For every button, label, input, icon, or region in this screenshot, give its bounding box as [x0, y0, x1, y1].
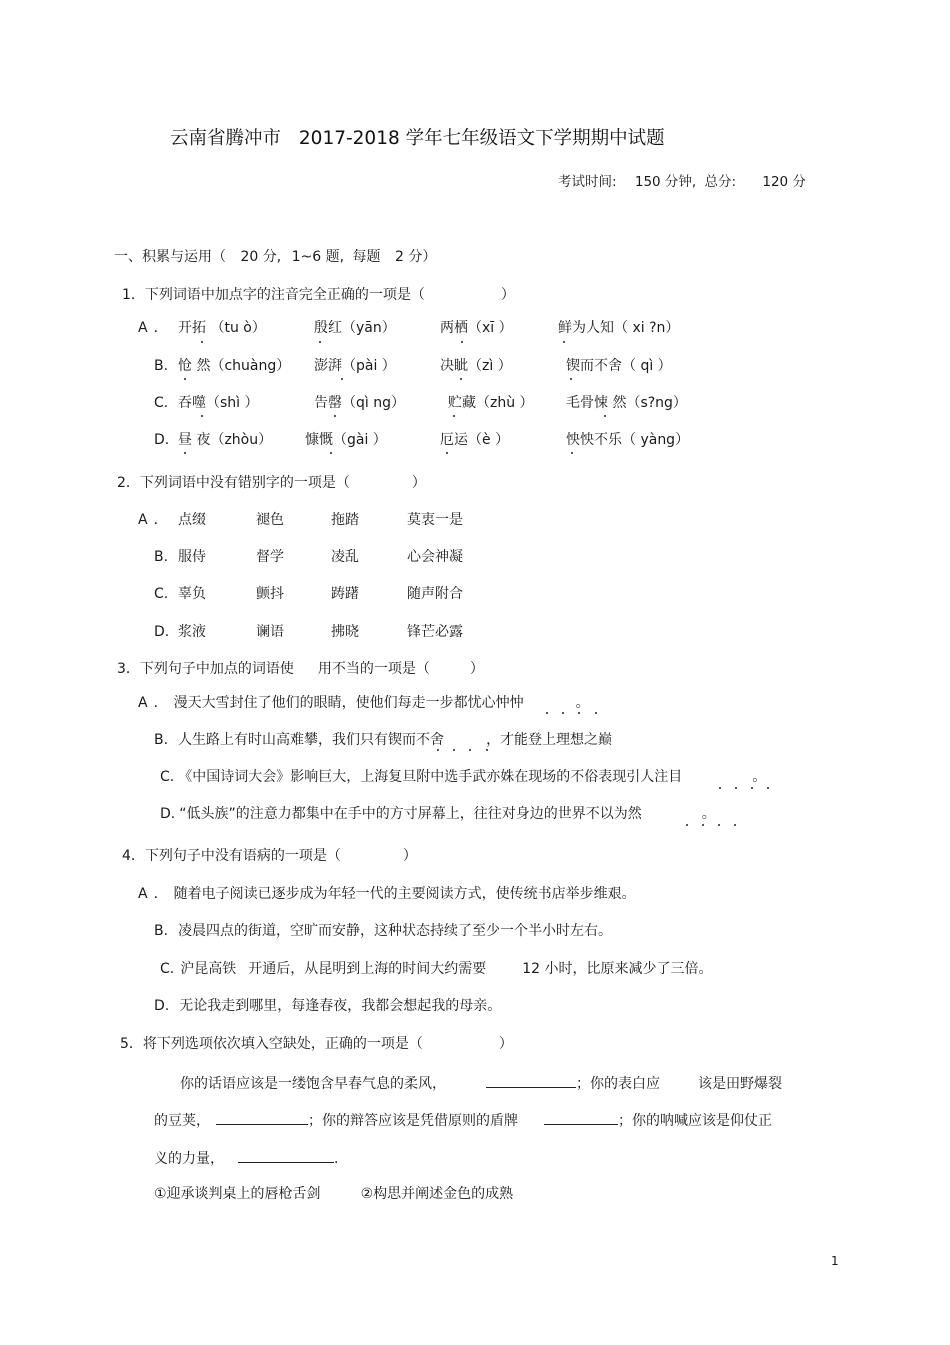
emphasis-dot — [686, 824, 688, 826]
q1-option-c-item: 毛骨悚 然（s?ng） — [566, 395, 687, 411]
emphasis-dot — [319, 341, 321, 343]
q2-stem-text: 2．下列词语中没有错别字的一项是（ — [117, 475, 350, 491]
emphasis-dot — [734, 824, 736, 826]
q1-stem-text: 1．下列词语中加点字的注音完全正确的一项是（ — [122, 287, 425, 303]
q2-option-b-label: B. — [154, 549, 169, 565]
emphasis-dot — [461, 341, 463, 343]
emphasis-dot — [330, 452, 332, 454]
q2-option-c-label: C. — [154, 586, 169, 602]
q2-option-a-item: 褪色 — [256, 512, 284, 528]
q1-stem — [122, 288, 515, 302]
q3-stem-text-b: 用不当的一项是（ — [317, 661, 430, 677]
q2-option-b-item: 督学 — [256, 549, 284, 565]
q4-option-c-text-b: 开通后，从昆明到上海的时间大约需要 — [248, 961, 487, 977]
emphasis-dot — [570, 378, 572, 380]
q3-close: ） — [469, 661, 484, 677]
q4-option-a: A ． 随着电子阅读已逐步成为年轻一代的主要阅读方式，使传统书店举步维艰。 — [138, 886, 636, 902]
q1-close: ） — [500, 287, 515, 303]
q2-option-a-item: 莫衷一是 — [407, 512, 463, 528]
emphasis-dot — [334, 415, 336, 417]
q4-stem-text: 4．下列句子中没有语病的一项是（ — [122, 848, 341, 864]
q2-option-a-item: 点缀 — [178, 512, 206, 528]
emphasis-dot — [562, 712, 564, 714]
q1-option-b-label: B. — [154, 358, 169, 374]
q1-option-d-item: 怏怏不乐（ yàng） — [566, 432, 690, 448]
emphasis-dot — [702, 824, 704, 826]
q2-option-b-item: 服侍 — [178, 549, 206, 565]
emphasis-dot — [184, 452, 186, 454]
q3-option-d-text: “低头族”的注意力都集中在手中的方寸屏幕上，往往对身边的世界不以为然 — [179, 806, 642, 822]
q2-stem — [117, 476, 426, 490]
emphasis-dot — [578, 712, 580, 714]
q4-option-c: C. 沪昆高铁 开通后，从昆明到上海的时间大约需要 12 小时，比原来减少了三倍。 — [160, 961, 713, 977]
exam-meta — [558, 176, 806, 190]
q4-option-c-text-a: 沪昆高铁 — [180, 961, 237, 977]
answer-blank[interactable] — [238, 1150, 334, 1163]
emphasis-dot — [486, 749, 488, 751]
emphasis-dot — [751, 787, 753, 789]
q1-option-a-item: 两栖（xī ） — [440, 320, 513, 336]
q1-option-d-item: 厄运（è ） — [440, 432, 510, 448]
emphasis-dot — [719, 787, 721, 789]
q3-option-c: C. 《中国诗词大会》影响巨大，上海复旦附中选手武亦姝在现场的不俗表现引人注目 。 — [160, 769, 767, 785]
total-label: 总分: — [704, 174, 737, 190]
q1-option-d-item: 昼 夜（zhòu） — [178, 432, 273, 448]
q1-option-c-item: 贮藏（zhù ） — [448, 395, 534, 411]
title-region: 云南省腾冲市 — [170, 128, 282, 149]
q2-option-c-item: 踌躇 — [331, 586, 359, 602]
emphasis-dot — [453, 415, 455, 417]
q3-option-a-text: 漫天大雪封住了他们的眼睛，使他们每走一步都忧心忡忡 — [173, 695, 524, 711]
q4-option-b: B. 凌晨四点的街道，空旷而安静，这种状态持续了至少一个半小时左右。 — [154, 923, 613, 939]
q1-option-d-item: 慷慨（gài ） — [305, 432, 387, 448]
q3-option-a: A ． 漫天大雪封住了他们的眼睛，使他们每走一步都忧心忡忡 。 — [138, 695, 590, 711]
exam-time-label: 考试时间: — [558, 174, 617, 190]
q1-option-b-item: 锲而不舍（ qì ） — [566, 358, 672, 374]
q2-option-d-item: 拂晓 — [331, 624, 359, 640]
section-each: 每题 — [352, 249, 381, 265]
q3-stem — [117, 662, 484, 676]
q4-option-b-text: 凌晨四点的街道，空旷而安静，这种状态持续了至少一个半小时左右。 — [178, 923, 613, 939]
emphasis-dot — [453, 749, 455, 751]
q5-stem-text: 5．将下列选项依次填入空缺处，正确的一项是（ — [120, 1036, 423, 1052]
emphasis-dot — [571, 452, 573, 454]
emphasis-dot — [604, 415, 606, 417]
exam-time-value: 150 分钟, — [634, 174, 697, 190]
emphasis-dot — [767, 787, 769, 789]
total-value: 120 分 — [762, 174, 806, 190]
q2-option-d-item: 浆液 — [178, 624, 206, 640]
q2-option-a-label: A ． — [138, 512, 168, 528]
q4-option-d: D. 无论我走到哪里，每逢春夜，我都会想起我的母亲。 — [154, 998, 502, 1014]
q2-option-b-item: 心会神凝 — [407, 549, 463, 565]
answer-blank[interactable] — [216, 1112, 308, 1125]
emphasis-dot — [201, 341, 203, 343]
title-rest: 学年七年级语文下学期期中试题 — [405, 128, 665, 149]
emphasis-dot — [460, 378, 462, 380]
q5-passage-line: 你的话语应该是一缕饱含早春气息的柔风， ；你的表白应 该是田野爆裂 — [180, 1076, 782, 1092]
q5-choices — [154, 1187, 513, 1201]
q3-option-c-text: 《中国诗词大会》影响巨大，上海复旦附中选手武亦姝在现场的不俗表现引人注目 — [178, 769, 683, 785]
q4-stem — [122, 849, 417, 863]
q3-option-b: B. 人生路上有时山高难攀，我们只有锲而不舍 ，才能登上理想之巅 — [154, 732, 613, 748]
page-title — [170, 130, 665, 149]
q5-choice-2: ②构思并阐述金色的成熟 — [360, 1186, 514, 1202]
q2-option-c-item: 随声附合 — [407, 586, 463, 602]
emphasis-dot — [341, 378, 343, 380]
q4-close: ） — [402, 848, 417, 864]
q2-option-d-label: D. — [154, 624, 170, 640]
q1-option-a-item: 殷红（yān） — [314, 320, 396, 336]
emphasis-dot — [735, 787, 737, 789]
q1-option-d-label: D. — [154, 432, 170, 448]
q4-option-c-text-c: 12 小时，比原来减少了三倍。 — [522, 961, 713, 977]
q5-passage-line: 义的力量， . — [154, 1151, 339, 1167]
answer-blank[interactable] — [486, 1075, 576, 1088]
q5-stem — [120, 1037, 513, 1051]
title-year: 2017-2018 — [298, 128, 400, 149]
emphasis-dot — [595, 712, 597, 714]
emphasis-dot — [184, 378, 186, 380]
q2-option-d-item: 谰语 — [256, 624, 284, 640]
q3-option-d: D. “低头族”的注意力都集中在手中的方寸屏幕上，往往对身边的世界不以为然 。 — [160, 806, 716, 822]
q4-option-d-text: 无论我走到哪里，每逢春夜，我都会想起我的母亲。 — [179, 998, 502, 1014]
section-heading — [114, 250, 436, 264]
q4-option-a-text: 随着电子阅读已逐步成为年轻一代的主要阅读方式，使传统书店举步维艰。 — [173, 886, 636, 902]
emphasis-dot — [718, 824, 720, 826]
q1-option-c-label: C. — [154, 395, 169, 411]
emphasis-dot — [446, 452, 448, 454]
q3-option-b-text: 人生路上有时山高难攀，我们只有锲而不舍 — [178, 732, 445, 748]
q2-option-b-item: 凌乱 — [331, 549, 359, 565]
q1-option-a-item: 开拓 （tu ò） — [178, 320, 266, 336]
q1-option-b-item: 澎湃（pài ） — [314, 358, 396, 374]
q1-option-a-item: 鲜为人知（ xi ?n） — [558, 320, 680, 336]
emphasis-dot — [437, 749, 439, 751]
q2-option-c-item: 颤抖 — [256, 586, 284, 602]
section-points: 20 分, — [240, 249, 282, 265]
q5-choice-1: ①迎承谈判桌上的唇枪舌剑 — [154, 1186, 321, 1202]
q2-close: ） — [411, 475, 426, 491]
q2-option-c-item: 辜负 — [178, 586, 206, 602]
q5-close: ） — [498, 1036, 513, 1052]
section-title: 一、积累与运用（ — [114, 249, 226, 265]
page-number: 1 — [831, 1254, 839, 1268]
q1-option-c-item: 吞噬（shì ） — [178, 395, 259, 411]
section-range: 1~6 题, — [291, 249, 345, 265]
answer-blank[interactable] — [544, 1112, 618, 1125]
q3-stem-text-a: 3．下列句子中加点的词语使 — [117, 661, 294, 677]
emphasis-dot — [201, 415, 203, 417]
emphasis-dot — [563, 341, 565, 343]
q2-option-a-item: 拖踏 — [331, 512, 359, 528]
emphasis-dot — [546, 712, 548, 714]
section-each-points: 2 分） — [394, 249, 437, 265]
q1-option-a-label: A ． — [138, 320, 168, 336]
q2-option-d-item: 锋芒必露 — [407, 624, 463, 640]
q1-option-b-item: 怆 然（chuàng） — [178, 358, 291, 374]
q1-option-c-item: 告罄（qì ng） — [314, 395, 405, 411]
q5-passage-line: 的豆荚， ；你的辩答应该是凭借原则的盾牌 ；你的呐喊应该是仰仗正 — [154, 1113, 772, 1129]
q1-option-b-item: 决眦（zì ） — [440, 358, 512, 374]
emphasis-dot — [469, 749, 471, 751]
